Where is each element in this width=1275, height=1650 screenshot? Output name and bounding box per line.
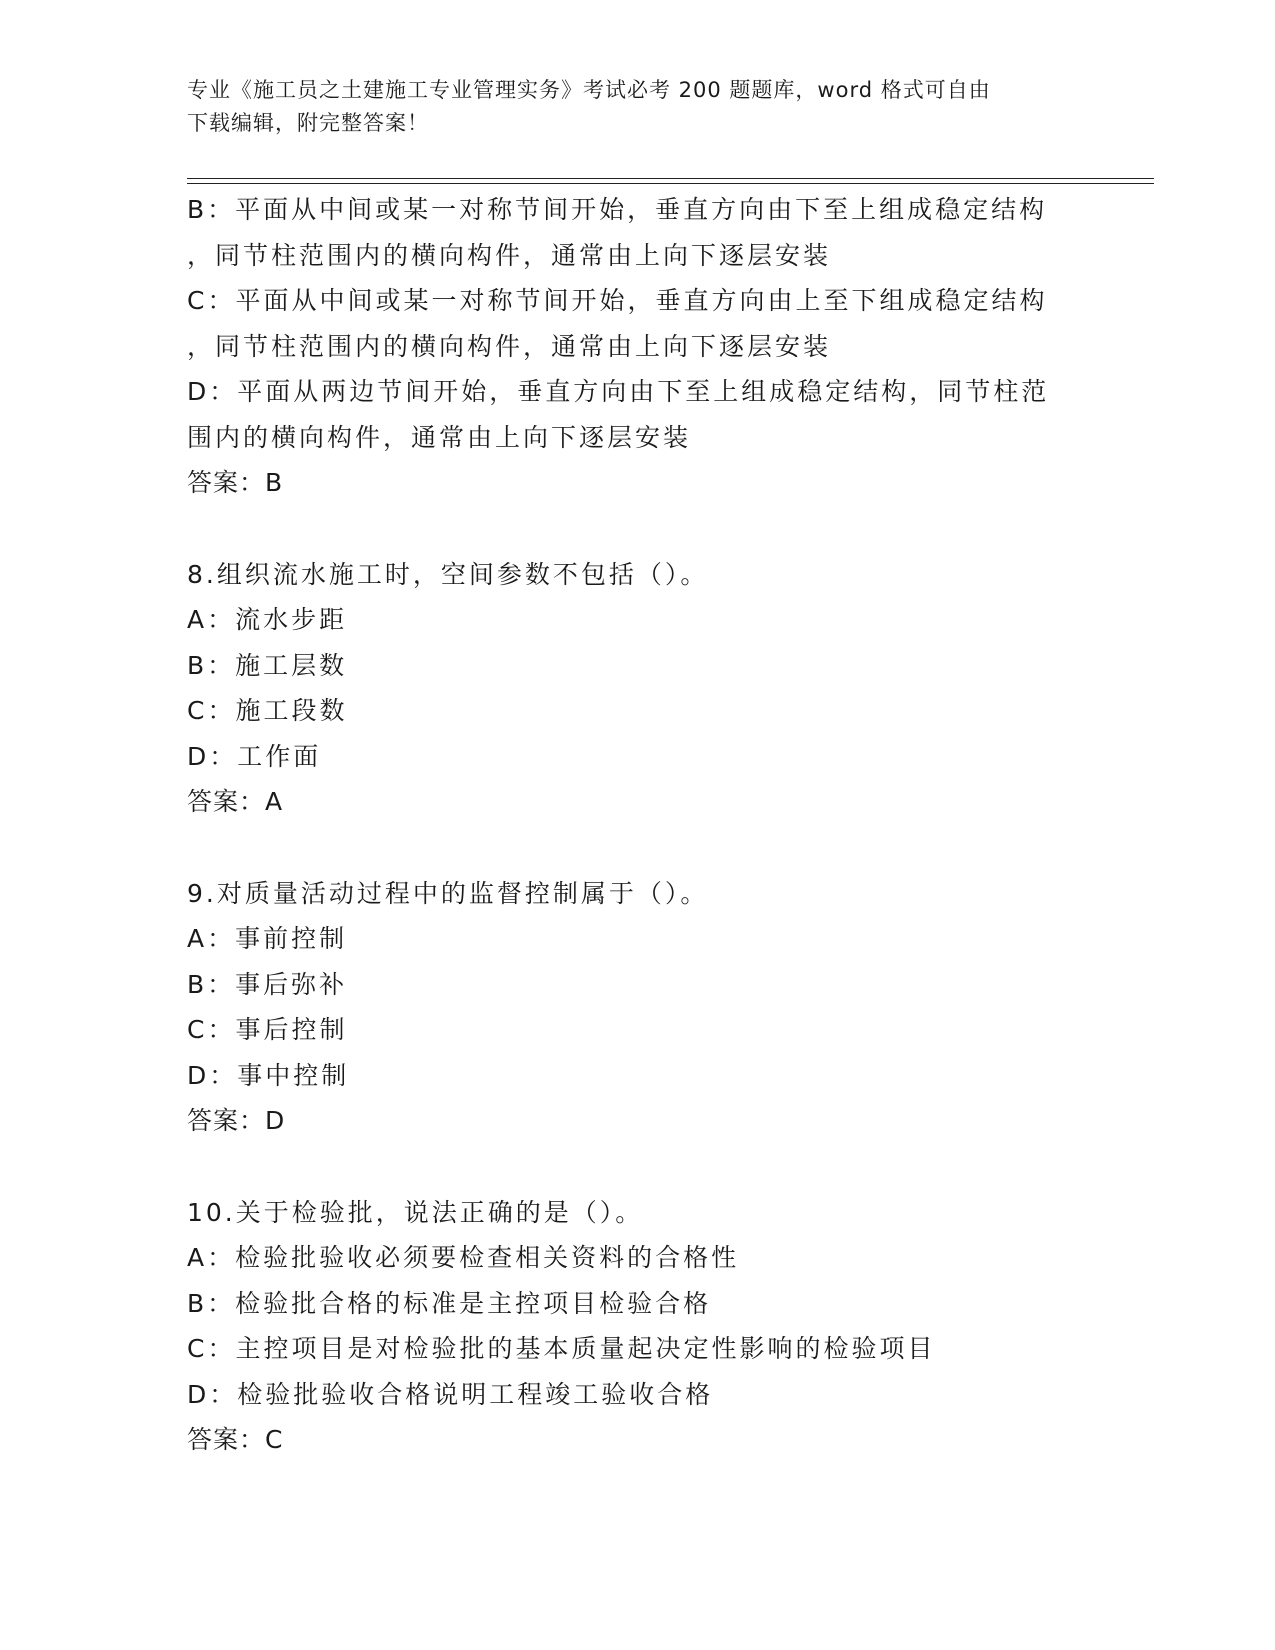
q10-option-c: C：主控项目是对检验批的基本质量起决定性影响的检验项目 <box>187 1334 936 1363</box>
q9-option-a: A：事前控制 <box>187 924 348 953</box>
question-spacer <box>187 1144 1087 1190</box>
q8-question: 8.组织流水施工时，空间参数不包括（）。 <box>187 559 709 589</box>
question-spacer <box>187 506 1087 552</box>
q8-option-d: D：工作面 <box>187 741 322 771</box>
question-9-block <box>187 871 1087 1144</box>
header-divider-bottom <box>187 183 1154 184</box>
q7-option-b-line-2: ，同节柱范围内的横向构件，通常由上向下逐层安装 <box>187 240 832 270</box>
q7-option-c-line-1: C：平面从中间或某一对称节间开始，垂直方向由上至下组成稳定结构 <box>187 286 1048 315</box>
q9-question: 9.对质量活动过程中的监督控制属于（）。 <box>187 878 709 908</box>
q10-option-b: B：检验批合格的标准是主控项目检验合格 <box>187 1288 712 1318</box>
q9-option-c: C：事后控制 <box>187 1015 348 1044</box>
q8-option-a: A：流水步距 <box>187 605 348 634</box>
header-divider-top <box>187 178 1154 179</box>
question-8-block <box>187 552 1087 825</box>
document-body <box>187 187 1087 1463</box>
q9-option-d: D：事中控制 <box>187 1060 350 1090</box>
q7-option-d-line-2: 围内的横向构件，通常由上向下逐层安装 <box>187 422 692 452</box>
q7-option-c-line-2: ，同节柱范围内的横向构件，通常由上向下逐层安装 <box>187 331 832 361</box>
q8-option-b: B：施工层数 <box>187 650 348 680</box>
header-title-line-2: 下载编辑，附完整答案！ <box>187 111 429 135</box>
document-header <box>187 74 1087 140</box>
q7-option-b-line-1: B：平面从中间或某一对称节间开始，垂直方向由下至上组成稳定结构 <box>187 195 1048 224</box>
q10-answer: 答案：C <box>187 1425 284 1454</box>
q10-question: 10.关于检验批，说法正确的是（）。 <box>187 1197 644 1227</box>
header-title-line-1: 专业《施工员之土建施工专业管理实务》考试必考 200 题题库，word 格式可自由 <box>187 78 991 102</box>
q10-option-a: A：检验批验收必须要检查相关资料的合格性 <box>187 1243 740 1272</box>
q8-answer: 答案：A <box>187 787 284 816</box>
q7-answer: 答案：B <box>187 468 284 497</box>
q7-option-d-line-1: D：平面从两边节间开始，垂直方向由下至上组成稳定结构，同节柱范 <box>187 377 1050 406</box>
question-10-block <box>187 1190 1087 1463</box>
q8-option-c: C：施工段数 <box>187 696 348 725</box>
q9-answer: 答案：D <box>187 1106 286 1135</box>
question-7-block <box>187 187 1087 506</box>
q10-option-d: D：检验批验收合格说明工程竣工验收合格 <box>187 1379 714 1409</box>
question-spacer <box>187 825 1087 871</box>
q9-option-b: B：事后弥补 <box>187 969 348 999</box>
